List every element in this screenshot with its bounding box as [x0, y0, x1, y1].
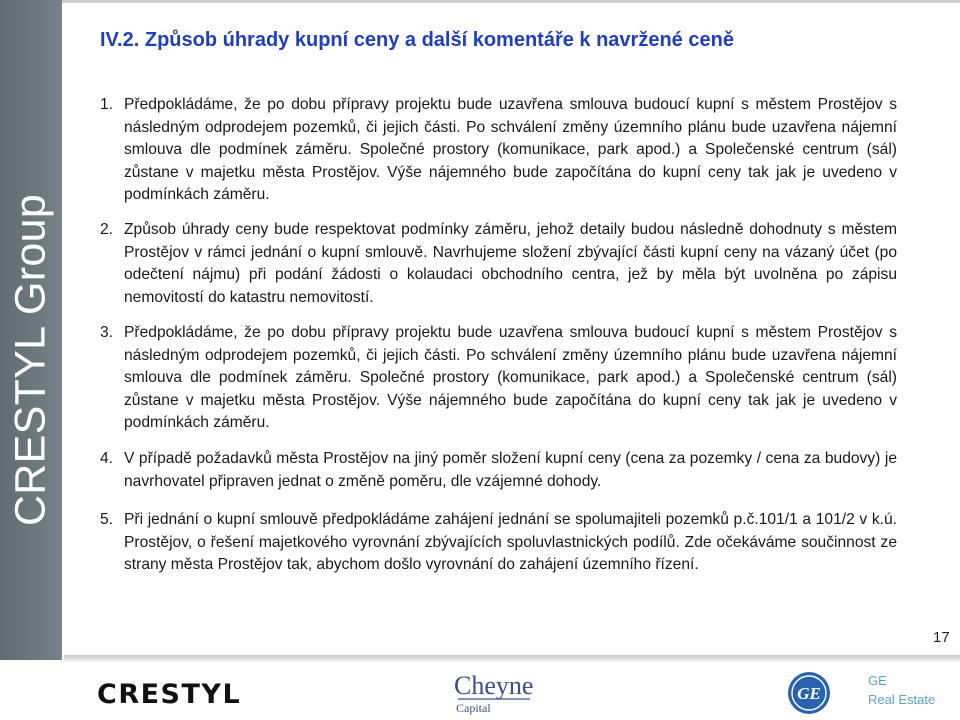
item-text: Předpokládáme, že po dobu přípravy projektu bude uzavřena smlouva budoucí kupní s městem Prostějov s následným odprodejem pozemků, či jejich části. Po schválení změny územního plánu bude uzavřena nájemní smlouva dle podmínek záměru. Společné prostory (komunikace, park apod.) a Společenské centrum (sál) zůstane v majetku města Prostějov. Výše nájemného bude započítána do kupní ceny tak jak je uvedeno v podmínkách záměru. [124, 324, 897, 432]
ge-label-line2: Real Estate [868, 692, 936, 707]
list-item-2 [100, 219, 897, 309]
crestyl-logo-text: CRESTYL [97, 679, 242, 710]
sidebar-band [0, 0, 62, 660]
slide-title: IV.2. Způsob úhrady kupní ceny a další komentáře k navržené ceně [100, 29, 734, 51]
cheyne-logo-text: Cheyne [454, 671, 534, 700]
cheyne-sub-text: Capital [456, 701, 491, 715]
item-number: 3. [100, 324, 114, 341]
crestyl-logo [95, 672, 260, 712]
sidebar-brand-text: CRESTYL Group [6, 193, 55, 527]
list-item-4 [100, 448, 897, 493]
list-item-5 [100, 509, 897, 577]
ge-real-estate-label [868, 673, 948, 715]
frame-bottom-shadow [64, 655, 960, 663]
item-text: Předpokládáme, že po dobu přípravy projektu bude uzavřena smlouva budoucí kupní s městem Prostějov s následným odprodejem pozemků, či jejich části. Po schválení změny územního plánu bude uzavřena nájemní smlouva dle podmínek záměru. Společné prostory (komunikace, park apod.) a Společenské centrum (sál) zůstane v majetku města Prostějov. Výše nájemného bude započítána do kupní ceny tak jak je uvedeno v podmínkách záměru. [124, 96, 897, 204]
item-number: 5. [100, 511, 114, 528]
cheyne-logo [450, 667, 540, 717]
ge-logo-text: GE [797, 684, 821, 703]
ge-label-line1: GE [868, 673, 887, 688]
item-text: Při jednání o kupní smlouvě předpokládáme zahájení jednání se spolumajiteli pozemků p.č.101/1 a 101/2 v k.ú. Prostějov, o řešení majetkového vyrovnání zbývajících spoluvlastnických podílů. Zde očekáváme součinnost ze strany města Prostějov tak, abychom došlo vyrovnání do zahájení územního řízení. [124, 511, 897, 574]
list-item-3 [100, 322, 897, 435]
item-text: V případě požadavků města Prostějov na jiný poměr složení kupní ceny (cena za pozemky / cena za budovy) je navrhovatel připraven jednat o změně poměru, dle vzájemné dohody. [124, 450, 897, 490]
item-text: Způsob úhrady ceny bude respektovat podmínky záměru, jehož detaily budou následně dohodnuty s městem Prostějov v rámci jednání o kupní smlouvě. Navrhujeme složení zbývající části kupní ceny na vázaný účet (po odečtení nájmu) při podání žádosti o kolaudaci obchodního centra, jež by měla být uvolněna po zápisu nemovitostí do katastru nemovitostí. [124, 221, 897, 306]
frame-top-line [62, 0, 960, 3]
page-number: 17 [933, 629, 950, 646]
list-item-1 [100, 94, 897, 207]
ge-logo-icon [787, 671, 831, 715]
item-number: 1. [100, 96, 114, 113]
item-number: 4. [100, 450, 114, 467]
item-number: 2. [100, 221, 114, 238]
